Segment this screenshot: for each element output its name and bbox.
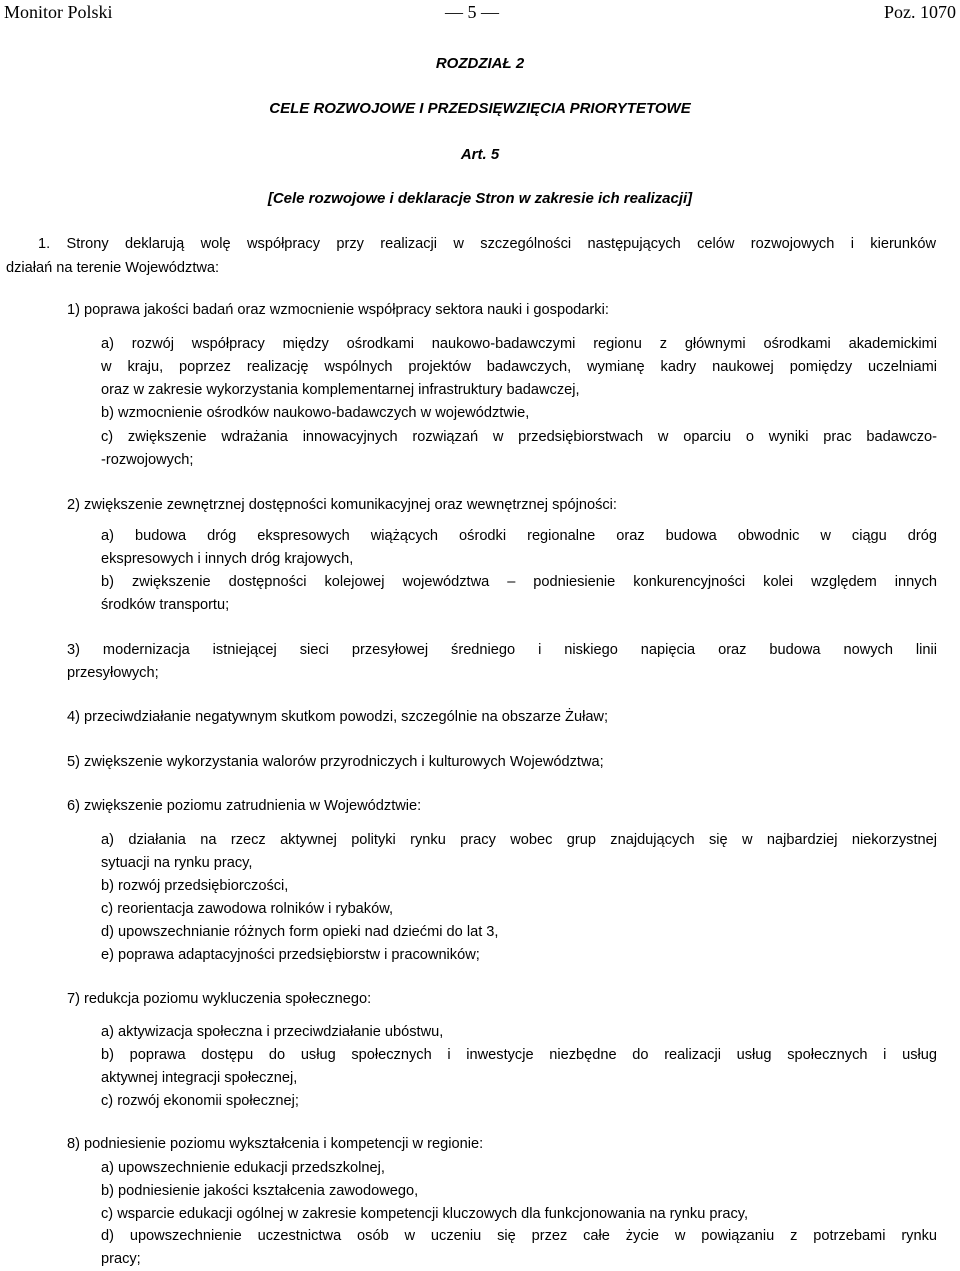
sub-item: a) upowszechnienie edukacji przedszkolnej,: [101, 1160, 385, 1176]
sub-item: d) upowszechnianie różnych form opieki nad dziećmi do lat 3,: [101, 924, 499, 940]
sub-item: e) poprawa adaptacyjności przedsiębiorstw i pracowników;: [101, 947, 480, 963]
chapter-title: CELE ROZWOJOWE I PRZEDSIĘWZIĘCIA PRIORYTETOWE: [269, 100, 691, 117]
list-item-title: 1) poprawa jakości badań oraz wzmocnienie współpracy sektora nauki i gospodarki:: [67, 302, 609, 318]
sub-item: d) upowszechnienie uczestnictwa osób w uczeniu się przez całe życie w powiązaniu z potrzebami rynku: [101, 1228, 937, 1244]
sub-item: sytuacji na rynku pracy,: [101, 855, 253, 871]
position-number: Poz. 1070: [884, 2, 956, 22]
list-item-title: 6) zwiększenie poziomu zatrudnienia w Województwie:: [67, 798, 422, 814]
sub-item: oraz w zakresie wykorzystania komplementarnej infrastruktury badawczej,: [101, 382, 580, 398]
list-item-title: 8) podniesienie poziomu wykształcenia i kompetencji w regionie:: [67, 1136, 484, 1152]
page-header: [0, 0, 960, 24]
sub-item: aktywnej integracji społecznej,: [101, 1070, 298, 1086]
sub-item: a) budowa dróg ekspresowych wiążących ośrodki regionalne oraz budowa obwodnic w ciągu dróg: [101, 528, 937, 544]
list-item-title: 5) zwiększenie wykorzystania walorów przyrodniczych i kulturowych Województwa;: [67, 754, 604, 770]
page-number: — 5 —: [445, 2, 499, 22]
sub-item: b) rozwój przedsiębiorczości,: [101, 878, 289, 894]
list-item-title: 2) zwiększenie zewnętrznej dostępności komunikacyjnej oraz wewnętrznej spójności:: [67, 497, 617, 513]
intro-line: działań na terenie Województwa:: [6, 260, 220, 276]
sub-item: b) poprawa dostępu do usług społecznych i inwestycje niezbędne do realizacji usług społecznych i usług: [101, 1047, 937, 1063]
sub-item: c) reorientacja zawodowa rolników i rybaków,: [101, 901, 394, 917]
sub-item: a) rozwój współpracy między ośrodkami naukowo-badawczymi regionu z głównymi ośrodkami akademickimi: [101, 336, 937, 352]
journal-name: Monitor Polski: [4, 2, 113, 22]
sub-item: c) rozwój ekonomii społecznej;: [101, 1093, 299, 1109]
sub-item: -rozwojowych;: [101, 452, 194, 468]
sub-item: b) zwiększenie dostępności kolejowej województwa – podniesienie konkurencyjności kolei względem innych: [101, 574, 937, 590]
article-heading: Art. 5: [460, 146, 500, 163]
list-item-title: 3) modernizacja istniejącej sieci przesyłowej średniego i niskiego napięcia oraz budowa nowych linii: [67, 642, 937, 658]
intro-line: 1. Strony deklarują wolę współpracy przy realizacji w szczególności następujących celów rozwojowych i kierunków: [38, 236, 936, 252]
sub-item: a) aktywizacja społeczna i przeciwdziałanie ubóstwu,: [101, 1024, 444, 1040]
sub-item: c) zwiększenie wdrażania innowacyjnych rozwiązań w przedsiębiorstwach w oparciu o wyniki prac badawczo-: [101, 429, 937, 445]
list-item-title: 4) przeciwdziałanie negatywnym skutkom powodzi, szczególnie na obszarze Żuław;: [67, 709, 609, 725]
list-item-title: 7) redukcja poziomu wykluczenia społecznego:: [67, 991, 372, 1007]
sub-item: ekspresowych i innych dróg krajowych,: [101, 551, 354, 567]
chapter-heading: ROZDZIAŁ 2: [435, 55, 525, 72]
sub-item: środków transportu;: [101, 597, 230, 613]
sub-item: w kraju, poprzez realizację wspólnych projektów badawczych, wymianę kadry naukowej pomiędzy uczelniami: [101, 359, 937, 375]
list-item-title: przesyłowych;: [67, 665, 159, 681]
sub-item: pracy;: [101, 1251, 141, 1267]
sub-item: a) działania na rzecz aktywnej polityki rynku pracy wobec grup znajdujących się w najbardziej niekorzystnej: [101, 832, 937, 848]
sub-item: b) wzmocnienie ośrodków naukowo-badawczych w województwie,: [101, 405, 530, 421]
sub-item: b) podniesienie jakości kształcenia zawodowego,: [101, 1183, 419, 1199]
sub-item: c) wsparcie edukacji ogólnej w zakresie kompetencji kluczowych dla funkcjonowania na rynku pracy,: [101, 1206, 749, 1222]
article-title: [Cele rozwojowe i deklaracje Stron w zakresie ich realizacji]: [267, 190, 693, 207]
